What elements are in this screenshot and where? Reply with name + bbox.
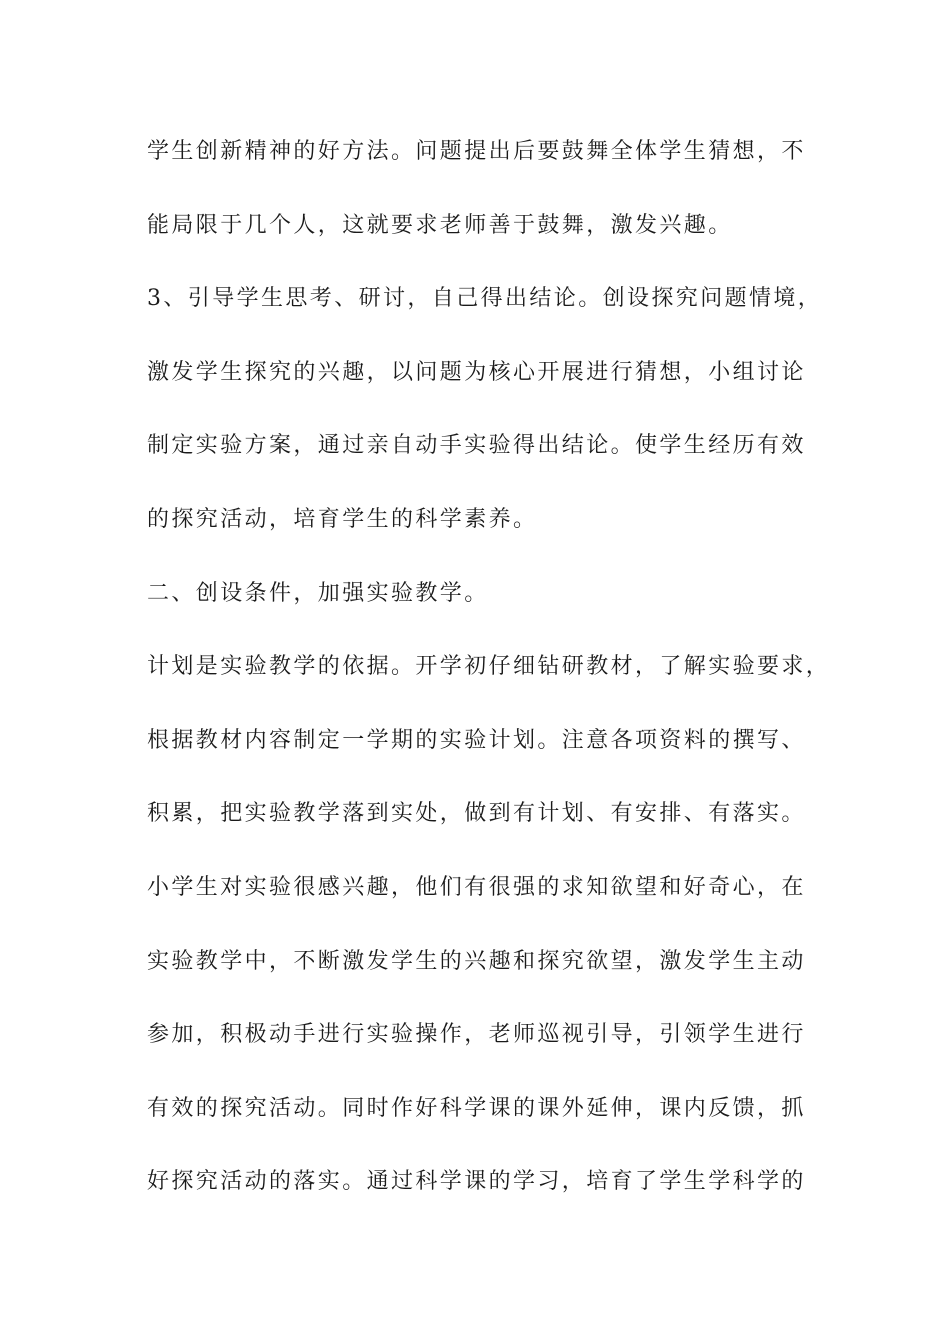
text-line: 能局限于几个人，这就要求老师善于鼓舞，激发兴趣。 <box>147 212 733 238</box>
text-line: 有效的探究活动。同时作好科学课的课外延伸，课内反馈，抓 <box>147 1095 806 1121</box>
text-line: 实验教学中，不断激发学生的兴趣和探究欲望，激发学生主动 <box>147 948 806 974</box>
text-line: 制定实验方案，通过亲自动手实验得出结论。使学生经历有效 <box>147 433 806 459</box>
text-line: 3、引导学生思考、研讨，自己得出结论。创设探究问题情境， <box>147 286 823 312</box>
text-line: 参加，积极动手进行实验操作，老师巡视引导，引领学生进行 <box>147 1022 806 1048</box>
text-line: 学生创新精神的好方法。问题提出后要鼓舞全体学生猜想，不 <box>147 139 806 164</box>
text-line: 的探究活动，培育学生的科学素养。 <box>147 506 538 532</box>
text-line: 积累，把实验教学落到实处，做到有计划、有安排、有落实。 <box>147 801 806 827</box>
section-heading: 二、创设条件，加强实验教学。 <box>147 580 489 606</box>
text-line: 计划是实验教学的依据。开学初仔细钻研教材，了解实验要求， <box>147 654 831 680</box>
text-line: 小学生对实验很感兴趣，他们有很强的求知欲望和好奇心，在 <box>147 874 806 900</box>
text-line: 根据教材内容制定一学期的实验计划。注意各项资料的撰写、 <box>147 727 806 753</box>
text-line: 好探究活动的落实。通过科学课的学习，培育了学生学科学的 <box>147 1169 806 1195</box>
text-line: 激发学生探究的兴趣，以问题为核心开展进行猜想，小组讨论 <box>147 359 806 385</box>
document-body <box>147 131 831 1235</box>
